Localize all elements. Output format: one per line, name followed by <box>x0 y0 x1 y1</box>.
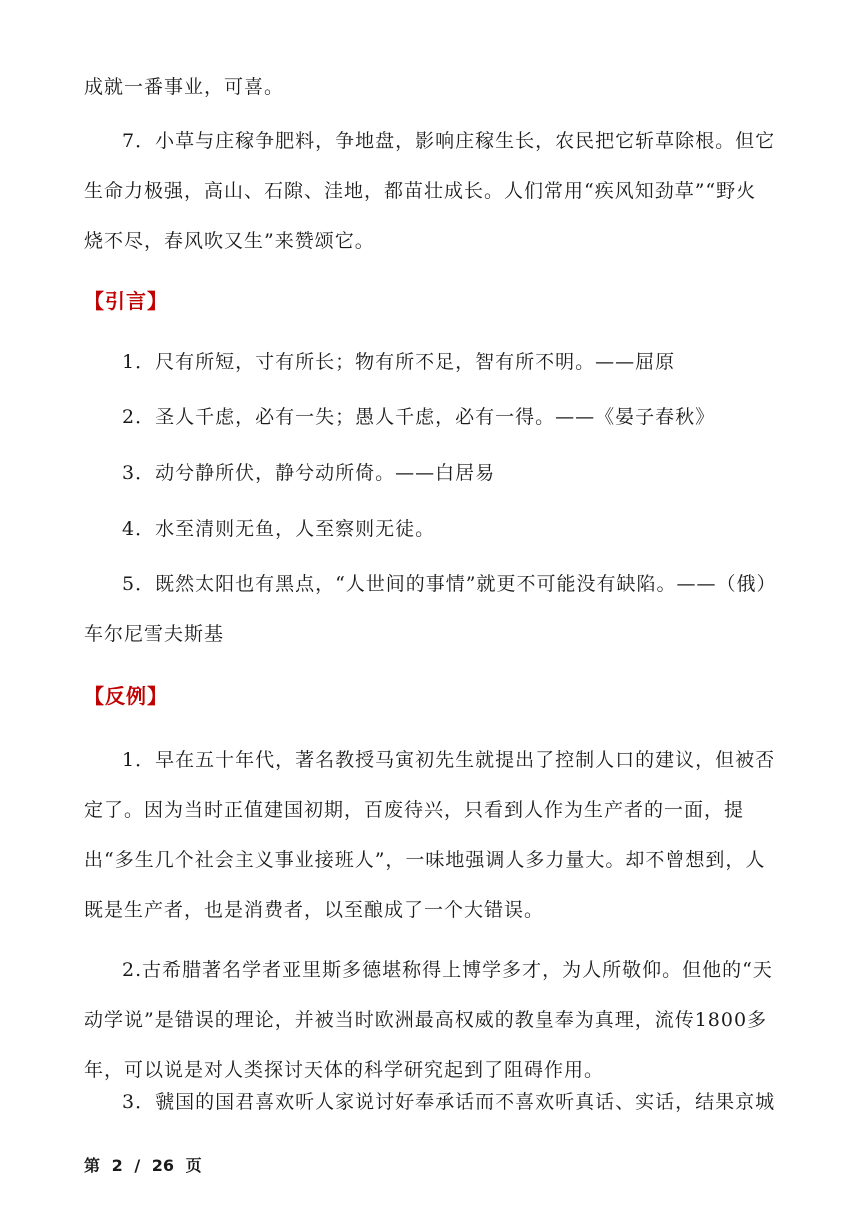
footer-suffix: 页 <box>185 1156 202 1175</box>
footer-separator: / <box>134 1156 141 1175</box>
footer-total-pages: 26 <box>151 1156 174 1175</box>
counter-item-2: 2.古希腊著名学者亚里斯多德堪称得上博学多才，为人所敬仰。但他的“天动学说”是错误的理论，并被当时欧洲最高权威的教皇奉为真理，流传1800多年，可以说是对人类探讨天体的科学研究起到了阻碍作用。 <box>84 959 773 1081</box>
quote-item-5: 5．既然太阳也有黑点，“人世间的事情”就更不可能没有缺陷。——（俄）车尔尼雪夫斯基 <box>84 573 768 645</box>
page-footer <box>84 1153 208 1176</box>
section-heading-counter: 【反例】 <box>84 684 168 708</box>
section-heading-quotes: 【引言】 <box>84 289 168 313</box>
quote-item-2: 2．圣人千虑，必有一失；愚人千虑，必有一得。——《晏子春秋》 <box>122 406 716 428</box>
paragraph-7: 7．小草与庄稼争肥料，争地盘，影响庄稼生长，农民把它斩草除根。但它生命力极强，高山、石隙、洼地，都苗壮成长。人们常用“疾风知劲草”“野火烧不尽，春风吹又生”来赞颂它。 <box>84 130 776 252</box>
quote-item-4: 4．水至清则无鱼，人至察则无徒。 <box>122 518 436 540</box>
footer-page-number: 2 <box>111 1156 123 1175</box>
footer-prefix: 第 <box>84 1156 101 1175</box>
paragraph-continuation: 成就一番事业，可喜。 <box>84 76 285 98</box>
quote-item-1: 1．尺有所短，寸有所长；物有所不足，智有所不明。——屈原 <box>122 351 676 373</box>
quote-item-3: 3．动兮静所伏，静兮动所倚。——白居易 <box>122 462 496 484</box>
counter-item-1: 1．早在五十年代，著名教授马寅初先生就提出了控制人口的建议，但被否定了。因为当时正值建国初期，百废待兴，只看到人作为生产者的一面，提出“多生几个社会主义事业接班人”，一味地强调人多力量大。却不曾想到，人既是生产者，也是消费者，以至酿成了一个大错误。 <box>84 749 776 921</box>
counter-item-3: 3．虢国的国君喜欢听人家说讨好奉承话而不喜欢听真话、实话，结果京城 <box>122 1091 776 1113</box>
